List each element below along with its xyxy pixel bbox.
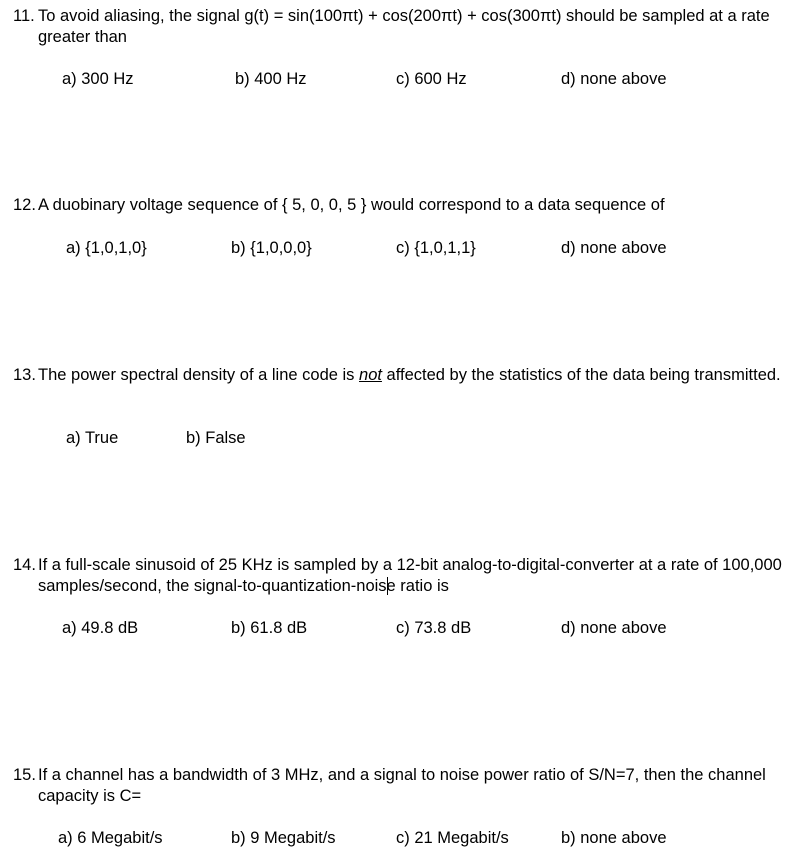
question-text: A duobinary voltage sequence of { 5, 0, 0, 5 } would correspond to a data sequence of xyxy=(38,196,665,214)
option-d: d) none above xyxy=(561,619,667,637)
option-b: b) 400 Hz xyxy=(235,70,307,88)
option-c: c) 21 Megabit/s xyxy=(396,829,509,847)
option-a: a) 300 Hz xyxy=(62,70,134,88)
option-a: a) True xyxy=(66,429,119,447)
option-a: a) {1,0,1,0} xyxy=(66,239,147,257)
question-number: 11. xyxy=(13,7,35,25)
question-number: 13. xyxy=(13,366,36,384)
question-text xyxy=(38,555,808,597)
question-text-end: affected by the statistics of the data being transmitted. xyxy=(381,366,781,384)
option-a: a) 6 Megabit/s xyxy=(58,829,163,847)
question-text xyxy=(38,365,808,386)
option-d: d) none above xyxy=(561,239,667,257)
option-c: c) 73.8 dB xyxy=(396,619,472,637)
question-text: To avoid aliasing, the signal g(t) = sin(100πt) + cos(200πt) + cos(300πt) should be sampled at a rate greater than xyxy=(38,7,770,46)
emphasized-not: not xyxy=(359,366,382,384)
option-b: b) 61.8 dB xyxy=(231,619,308,637)
question-number: 12. xyxy=(13,196,36,214)
option-b: b) 9 Megabit/s xyxy=(231,829,336,847)
question-text-start: If a full-scale sinusoid of 25 KHz is sampled by a 12-bit analog-to-digital-converter at a rate of 100,000 samples/second, the signal-to-quantization-nois xyxy=(38,556,782,595)
question-number: 14. xyxy=(13,556,36,574)
question-text: If a channel has a bandwidth of 3 MHz, and a signal to noise power ratio of S/N=7, then the channel capacity is C= xyxy=(38,766,766,805)
question-number: 15. xyxy=(13,766,36,784)
option-c: c) {1,0,1,1} xyxy=(396,239,476,257)
option-b: b) False xyxy=(186,429,246,447)
option-b: b) {1,0,0,0} xyxy=(231,239,312,257)
option-c: c) 600 Hz xyxy=(396,70,467,88)
question-text-start: The power spectral density of a line code is xyxy=(38,366,360,384)
option-d: d) none above xyxy=(561,70,667,88)
question-text-end: e ratio is xyxy=(386,577,449,595)
option-d: b) none above xyxy=(561,829,667,847)
option-a: a) 49.8 dB xyxy=(62,619,139,637)
